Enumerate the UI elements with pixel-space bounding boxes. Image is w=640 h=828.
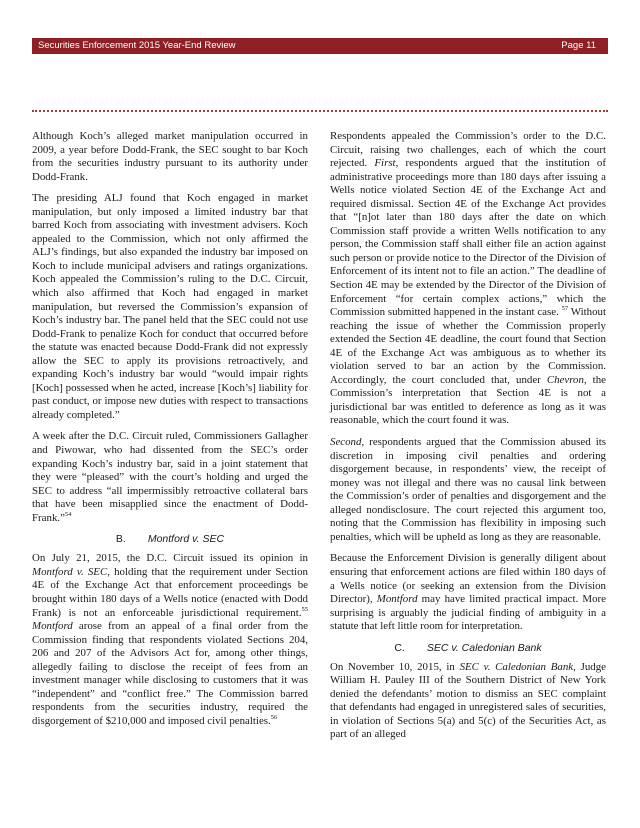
paragraph-text: On July 21, 2015, the D.C. Circuit issued its opinion in <box>32 552 308 565</box>
dotted-divider <box>32 110 608 112</box>
case-name: Montford <box>32 620 73 633</box>
heading-letter: C. <box>394 641 405 654</box>
paragraph: Although Koch’s alleged market manipulation occurred in 2009, a year before Dodd-Frank, the SEC sought to bar Koch from the securities industry pursuant to its authority under Dodd-Frank. <box>32 130 308 183</box>
page-header <box>32 38 608 54</box>
paragraph <box>330 661 606 742</box>
paragraph-text: , respondents argued that the Commission abused its discretion in imposing civil penalties and ordering disgorgement because, in respondents’ view, the receipt of money was not illegal and there was no causal link between the Commission’s order of penalties and disgorgement and the alleged nondisclosure. The court rejected this argument too, noting that the Commission has flexibility in imposing such penalties, which will be upheld as long as they are reasonable. <box>330 436 606 543</box>
section-heading-b <box>32 533 308 546</box>
footnote-ref[interactable]: 56 <box>270 713 278 721</box>
paragraph <box>330 130 606 428</box>
paragraph <box>330 436 606 544</box>
heading-name: Montford v. SEC <box>147 533 225 546</box>
paragraph: The presiding ALJ found that Koch engaged in market manipulation, but only imposed a limited industry bar that barred Koch from associating with investment advisers. Koch appealed to the Commission, which not only affirmed the ALJ’s findings, but also expanded the industry bar imposed on Koch to include municipal advisers and ratings organizations. Koch appealed the Commission’s ruling to the D.C. Circuit, which also affirmed that Koch had engaged in market manipulation, but reversed the Commission’s expansion of Koch’s industry bar. The panel held that the SEC could not use Dodd-Frank to penalize Koch for conduct that occurred before the statute was enacted because Dodd-Frank did not expressly allow the SEC to apply its provisions retroactively, and expanding Koch’s industry bar would “would impair rights [Koch] possessed when he acted, increase [Koch’s] liability for past conduct, or impose new duties with respect to transactions already completed.” <box>32 192 308 421</box>
footnote-ref[interactable]: 57 <box>561 305 569 313</box>
case-name: Montford v. SEC <box>32 565 108 578</box>
paragraph <box>32 552 308 728</box>
paragraph-text: A week after the D.C. Circuit ruled, Commissioners Gallagher and Piwowar, who had dissented from the SEC’s order expanding Koch’s industry bar, said in a joint statement that they were “pleased” with the court’s holding and urged the SEC to address “all impermissibly retroactive collateral bars that have been misapplied since the enactment of Dodd-Frank.” <box>32 430 308 524</box>
paragraph-text: On November 10, 2015, in <box>330 660 460 673</box>
case-name: SEC v. Caledonian Bank <box>459 660 574 673</box>
left-column <box>32 130 308 736</box>
paragraph <box>330 552 606 633</box>
paragraph-text: arose from an appeal of a final order from the Commission finding that respondents violated Sections 204, 206 and 207 of the Advisors Act for, among other things, allegedly failing to disclose the receipt of fees from an investment manager while disclosing to customers that it was “independent” and “conflict free.” The Commission barred respondents from the securities industry, required the disgorgement of $210,000 and imposed civil penalties. <box>32 620 308 727</box>
case-name: Chevron <box>546 373 584 386</box>
right-column <box>330 130 606 750</box>
paragraph-text: , the Commission’s interpretation that Section 4E is not a jurisdictional bar was entitled to deference as long as it was reasonable, which the court found it was. <box>330 373 606 427</box>
emphasis: First <box>374 157 396 170</box>
paragraph <box>32 430 308 525</box>
heading-name: SEC v. Caledonian Bank <box>426 641 542 654</box>
paragraph-text: Because the Enforcement Division is generally diligent about ensuring that enforcement actions are filed within 180 days of a Wells notice (or seeking an extension from the Division Director), <box>330 552 606 606</box>
paragraph-text: may have limited practical impact. More surprising is arguably the judicial finding of ambiguity in a statute that left little room for interpretation. <box>330 593 606 633</box>
footnote-ref[interactable]: 55 <box>301 605 308 613</box>
document-title: Securities Enforcement 2015 Year-End Review <box>38 40 236 51</box>
page-number: Page 11 <box>561 40 596 51</box>
paragraph-text: , Judge William H. Pauley III of the Southern District of New York denied the defendants’ motion to dismiss an SEC complaint that defendants had engaged in unregistered sales of securities, in violation of Sections 5(a) and 5(c) of the Securities Act, as part of an alleged <box>330 660 606 741</box>
section-heading-c <box>330 642 606 655</box>
paragraph-text: Without reaching the issue of whether the Commission properly extended the Section 4E deadline, the court found that Section 4E of the Exchange Act was ambiguous as to whether its violation served to bar an action by the Commission. Accordingly, the court concluded that, under <box>330 306 606 386</box>
footnote-ref[interactable]: 54 <box>64 510 72 518</box>
paragraph-text: Respondents appealed the Commission’s order to the D.C. Circuit, raising two challenges, each of which the court rejected. <box>330 130 606 170</box>
case-name: Montford <box>376 593 418 606</box>
paragraph-text: , respondents argued that the institution of administrative proceedings more than 180 days after issuing a Wells notice violated Section 4E of the Exchange Act and required dismissal. Section 4E of the Exchange Act provides that “[n]ot later than 180 days after the date on which Commission staff provide a written Wells notification to any person, the Commission staff shall either file an action against such person or provide notice to the Director of the Division of Enforcement of its intent not to file an action.” The deadline of Section 4E may be extended by the Director of the Division of Enforcement “for certain complex actions,” which the Commission submitted happened in the instant case. <box>330 157 606 319</box>
emphasis: Second <box>330 436 362 449</box>
paragraph-text: , holding that the requirement under Section 4E of the Exchange Act that enforcement proceedings be brought within 180 days of a Wells notice (enacted with Dodd Frank) is not an enforceable jurisdictional requirement. <box>32 565 308 619</box>
heading-letter: B. <box>115 533 126 546</box>
